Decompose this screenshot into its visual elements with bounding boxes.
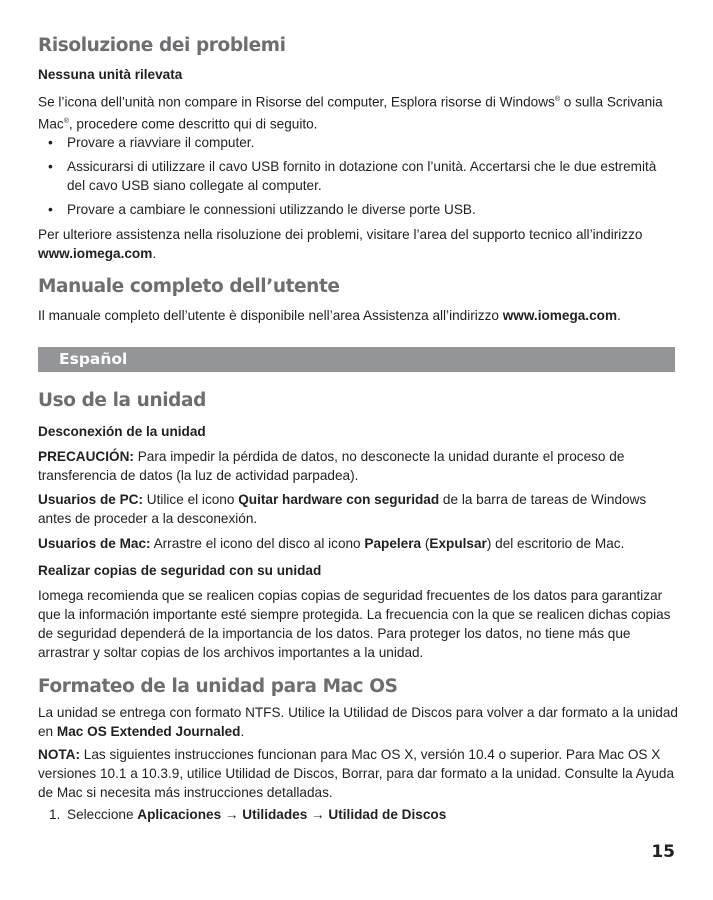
support-link[interactable]: www.iomega.com [38,246,153,261]
section-heading-format: Formateo de la unidad para Mac OS [38,676,398,697]
list-item: 1. Seleccione Aplicaciones → Utilidades → Utilidad de Discos [49,807,447,822]
manual-link[interactable]: www.iomega.com [502,308,618,323]
list-item: • Provare a riavviare il computer. [38,133,678,152]
section-heading-troubleshooting: Risoluzione dei problemi [38,35,286,56]
language-section-bar [38,347,675,372]
subheading-no-drive: Nessuna unità rilevata [38,67,183,82]
paragraph-note: NOTA: Las siguientes instrucciones funcionan para Mac OS X, versión 10.4 o superior. Para Mac OS X versiones 10.1 a 10.3.9, utilice Utilidad de Discos, Borrar, para dar formato a la unidad. Consulte la Ayuda de Mac si necesita más instrucciones detalladas. [38,747,674,800]
arrow-icon: → [221,807,243,822]
language-label: Español [59,350,128,368]
list-item: • Provare a cambiare le connessioni utilizzando le diverse porte USB. [38,200,678,219]
paragraph-caution: PRECAUCIÓN: Para impedir la pérdida de datos, no desconecte la unidad durante el proceso de transferencia de datos (la luz de actividad parpadea). [38,449,625,483]
bullet-list-troubleshooting [38,133,678,219]
section-heading-drive-use: Uso de la unidad [38,390,206,411]
paragraph-mac-users: Usuarios de Mac: Arrastre el icono del disco al icono Papelera (Expulsar) del escritorio de Mac. [38,536,625,551]
paragraph-pc-users: Usuarios de PC: Utilice el icono Quitar hardware con seguridad de la barra de tareas de Windows antes de proceder a la desconexión. [38,492,647,526]
paragraph-manual: Il manuale completo dell’utente è disponibile nell’area Assistenza all’indirizzo www.iomega.com. [38,308,621,323]
arrow-icon: → [307,807,329,822]
steps-list [38,805,678,824]
paragraph-support: Per ulteriore assistenza nella risoluzione dei problemi, visitare l’area del supporto tecnico all’indirizzo www.iomega.com. [38,227,643,261]
paragraph-intro: Se l’icona dell’unità non compare in Risorse del computer, Esplora risorse di Windows® o sulla Scrivania Mac®, procedere come descritto qui di seguito. [38,94,663,132]
subheading-backup: Realizar copias de seguridad con su unidad [38,563,322,578]
subheading-disconnect: Desconexión de la unidad [38,424,206,439]
page-number: 15 [651,842,675,862]
section-heading-manual: Manuale completo dell’utente [38,276,340,297]
paragraph-format: La unidad se entrega con formato NTFS. Utilice la Utilidad de Discos para volver a dar formato a la unidad en Mac OS Extended Journaled. [38,705,678,739]
list-item: • Assicurarsi di utilizzare il cavo USB fornito in dotazione con l’unità. Accertarsi che le due estremità del cavo USB siano collegate al computer. [38,157,678,195]
paragraph-backup: Iomega recomienda que se realicen copias copias de seguridad frecuentes de los datos para garantizar que la información importante esté siempre protegida. La frecuencia con la que se realicen dichas copias de seguridad dependerá de la importancia de los datos. Para proteger los datos, no tiene más que arrastrar y soltar copias de los archivos importantes a la unidad. [38,588,671,660]
